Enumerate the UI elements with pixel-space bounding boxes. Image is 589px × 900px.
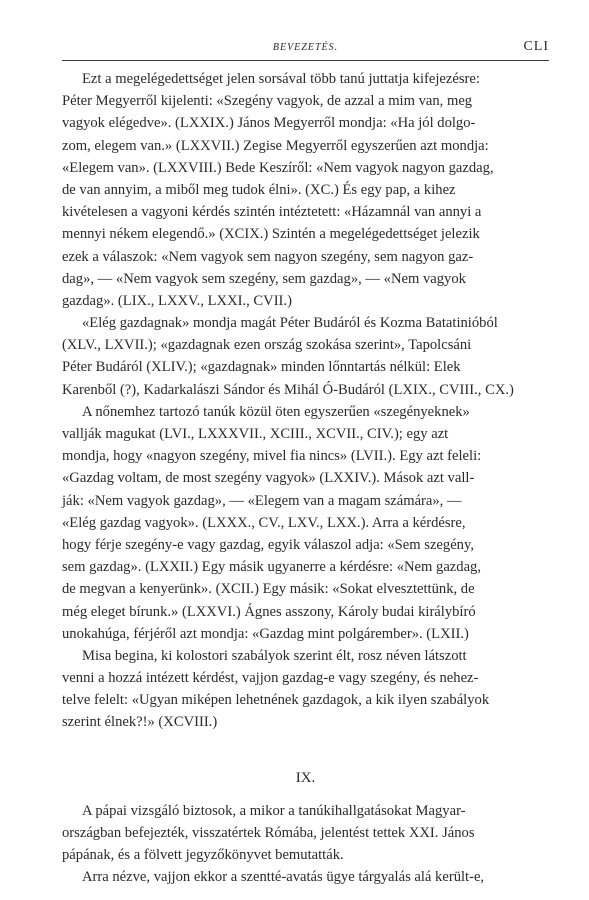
text-line: telve felelt: «Ugyan miképen lehetnének gazdagok, a kik ilyen szabályok xyxy=(62,692,490,709)
text-line: «Elég gazdagnak» mondja magát Péter Budáról és Kozma Batatinióból xyxy=(82,315,498,332)
text-line: Ezt a megelégedettséget jelen sorsával több tanú juttatja kifejezésre: xyxy=(82,71,480,87)
text-line: Arra nézve, vajjon ekkor a szentté-avatás ügye tárgyalás alá került-e, xyxy=(82,869,485,886)
running-title: BEVEZETÉS. xyxy=(272,42,339,53)
paragraph-5 xyxy=(62,800,549,867)
text-line: dag», — «Nem vagyok sem szegény, sem gazdag», — «Nem vagyok xyxy=(62,270,466,287)
text-line: sem gazdag». (LXXII.) Egy másik ugyanerre a kérdésre: «Nem gazdag, xyxy=(62,559,481,576)
text-line: Péter Megyerről kijelenti: «Szegény vagyok, de azzal a mim van, meg xyxy=(62,93,473,110)
page-header xyxy=(62,38,549,58)
text-line: szerint élnek?!» (XCVIII.) xyxy=(62,714,218,731)
paragraph-2 xyxy=(62,312,549,401)
text-line: vagyok elégedve». (LXXIX.) János Megyerről mondja: «Ha jól dolgo- xyxy=(62,115,476,132)
paragraph-1 xyxy=(62,68,549,312)
text-line: vallják magukat (LVI., LXXXVII., XCIII., XCVII., CIV.); egy azt xyxy=(62,426,449,442)
page-number: CLI xyxy=(523,39,549,54)
text-line: mondja, hogy «nagyon szegény, mivel fia nincs» (LVII.). Egy azt feleli: xyxy=(62,448,482,465)
header-rule xyxy=(62,60,549,61)
text-line: (XLV., LXVII.); «gazdagnak ezen ország szokása szerint», Tapolcsáni xyxy=(62,337,472,354)
paragraph-3 xyxy=(62,401,549,645)
text-line: gazdag». (LIX., LXXV., LXXI., CVII.) xyxy=(62,292,292,309)
text-line: Misa begina, ki kolostori szabályok szerint élt, rosz néven látszott xyxy=(82,647,467,664)
text-line: A pápai vizsgáló biztosok, a mikor a tanúkihallgatásokat Magyar- xyxy=(82,802,466,819)
paragraph-4 xyxy=(62,645,549,734)
section-heading: IX. xyxy=(295,769,316,786)
body-text xyxy=(62,68,549,888)
text-line: ezek a válaszok: «Nem vagyok sem nagyon szegény, sem nagyon gaz- xyxy=(62,248,474,265)
text-line: unokahúga, férjéről azt mondja: «Gazdag mint polgárember». (LXII.) xyxy=(62,625,469,642)
text-line: de megvan a kenyerünk». (XCII.) Egy másik: «Sokat elvesztettünk, de xyxy=(62,581,475,598)
text-line: «Elegem van». (LXXVIII.) Bede Keszíről: «Nem vagyok nagyon gazdag, xyxy=(62,159,494,176)
text-line: «Gazdag voltam, de most szegény vagyok» (LXXIV.). Mások azt vall- xyxy=(62,470,475,487)
text-line: de van annyim, a miből meg tudok élni». (XC.) És egy pap, a kihez xyxy=(62,181,456,198)
paragraph-6 xyxy=(62,866,549,888)
text-line: venni a hozzá intézett kérdést, vajjon gazdag-e vagy szegény, és nehez- xyxy=(62,670,479,687)
text-line: A nőnemhez tartozó tanúk közül öten egyszerűen «szegényeknek» xyxy=(82,403,470,420)
text-line: hogy férje szegény-e vagy gazdag, egyik válaszol adja: «Sem szegény, xyxy=(62,536,474,553)
text-line: Karenből (?), Kadarkalászi Sándor és Mihál Ó-Budáról (LXIX., CVIII., CX.) xyxy=(62,381,514,398)
text-line: pápának, és a fölvett jegyzőkönyvet bemutatták. xyxy=(62,847,344,863)
text-line: mennyi nékem elegendő.» (XCIX.) Szintén a megelégedettséget jelezik xyxy=(62,226,480,243)
text-line: Péter Budáról (XLIV.); «gazdagnak» minden lőnntartás nélkül: Elek xyxy=(62,359,461,376)
text-line: még eleget bírunk.» (LXXVI.) Ágnes asszony, Károly budai királybíró xyxy=(62,603,476,620)
text-line: zom, elegem van.» (LXXVII.) Zegise Megyerről egyszerűen azt mondja: xyxy=(62,137,489,154)
text-line: kivételesen a vagyoni kérdés szintén intéztetett: «Házamnál van annyi a xyxy=(62,204,482,221)
text-line: országban befejezték, visszatértek Rómába, jelentést tettek XXI. János xyxy=(62,824,475,841)
text-line: ják: «Nem vagyok gazdag», — «Elegem van a magam számára», — xyxy=(62,492,462,509)
text-line: «Elég gazdag vagyok». (LXXX., CV., LXV., LXX.). Arra a kérdésre, xyxy=(62,514,466,531)
